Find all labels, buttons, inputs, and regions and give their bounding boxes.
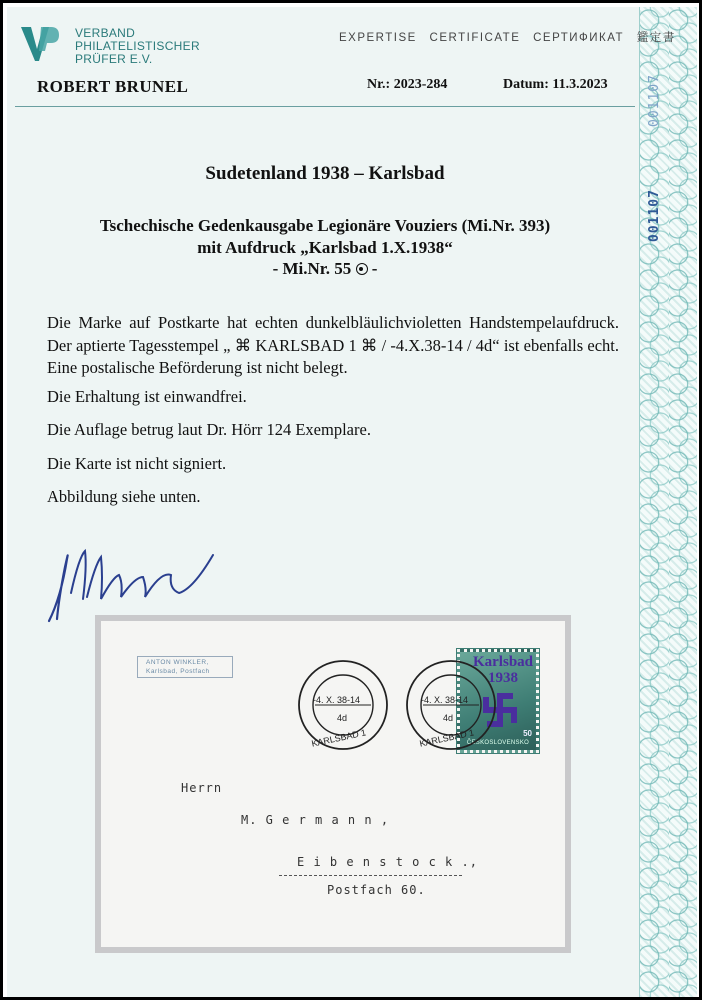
cert-title-ru: СЕРТИФИКАТ — [533, 32, 625, 44]
recipient-city: E i b e n s t o c k ., — [297, 855, 478, 869]
organization-name — [75, 27, 200, 66]
postmark-date: -4. X. 38-14 — [313, 695, 361, 705]
catalog-number: - Mi.Nr. 55 — [272, 259, 352, 278]
postmark-code: 4d — [337, 713, 348, 723]
postcard-photo — [95, 615, 571, 953]
address-underline — [279, 875, 463, 876]
subtitle-line — [7, 258, 643, 280]
postmark-code: 4d — [443, 713, 454, 723]
cross-icon: ⌘ — [234, 335, 252, 355]
certificate-title: Sudetenland 1938 – Karlsbad — [205, 163, 445, 184]
expert-signature — [43, 537, 223, 627]
recipient-name: M. G e r m a n n , — [241, 813, 390, 827]
used-cancel-icon — [356, 263, 368, 275]
org-line: PHILATELISTISCHER — [75, 39, 200, 53]
postmark-date: -4. X. 38-14 — [421, 695, 469, 705]
catalog-number-end: - — [371, 259, 378, 278]
certificate-titles — [339, 29, 684, 45]
guilloche-border — [636, 7, 697, 997]
sender-stamp — [137, 656, 233, 678]
sender-line: Karlsbad, Postfach — [146, 668, 210, 675]
expert-name: ROBERT BRUNEL — [37, 77, 189, 96]
body-paragraph — [47, 312, 619, 380]
body-text-a: Die Marke auf Postkarte hat echten dunkelbläulichvioletten Handstempelaufdruck. Der aptierte Tagesstempel „ — [47, 313, 619, 355]
body-text-b: KARLSBAD 1 — [251, 335, 361, 355]
header-divider — [15, 106, 635, 107]
body-line: Die Karte ist nicht signiert. — [47, 453, 227, 473]
vp-logo-icon — [19, 23, 59, 63]
certificate-subtitle — [7, 215, 643, 280]
cert-title-jp: 鑑定書 — [636, 32, 676, 44]
certificate-sheet — [7, 7, 697, 997]
postcard — [101, 621, 565, 947]
stamp-value: 50 — [523, 729, 532, 738]
cert-title-de: EXPERTISE — [339, 32, 417, 44]
cross-icon: ⌘ — [360, 335, 378, 355]
subtitle-line: Tschechische Gedenkausgabe Legionäre Vouziers (Mi.Nr. 393) — [99, 216, 551, 235]
stamp-country: ČESKOSLOVENSKO — [466, 740, 530, 746]
recipient-po-box: Postfach 60. — [327, 883, 426, 897]
body-line: Die Erhaltung ist einwandfrei. — [47, 386, 247, 406]
postmark-place: KARLSBAD 1 — [418, 727, 475, 749]
certificate-body — [47, 312, 619, 520]
certificate-date: Datum: 11.3.2023 — [503, 77, 608, 92]
cert-title-en: CERTIFICATE — [429, 32, 521, 44]
body-line: Die Auflage betrug laut Dr. Hörr 124 Exemplare. — [47, 420, 371, 439]
postmark-place: KARLSBAD 1 — [310, 727, 367, 749]
certificate-number: Nr.: 2023-284 — [367, 77, 448, 92]
body-text-c: / -4.X.38-14 / 4d“ ist ebenfalls echt. Eine postalische Beförderung ist nicht belegt. — [47, 335, 619, 377]
serial-number-main: 001107 — [647, 189, 662, 242]
subtitle-line: mit Aufdruck „Karlsbad 1.X.1938“ — [197, 237, 453, 257]
body-line: Abbildung siehe unten. — [47, 487, 201, 506]
sender-line: ANTON WINKLER, — [146, 659, 209, 666]
overprint-line: Karlsbad — [472, 654, 533, 670]
recipient-salutation: Herrn — [181, 781, 223, 795]
org-line: VERBAND — [75, 26, 136, 40]
org-line: PRÜFER E.V. — [75, 52, 153, 66]
overprint-line: 1938 — [488, 670, 518, 686]
serial-number-top: 001107 — [647, 74, 662, 127]
certificate-page — [3, 3, 699, 997]
